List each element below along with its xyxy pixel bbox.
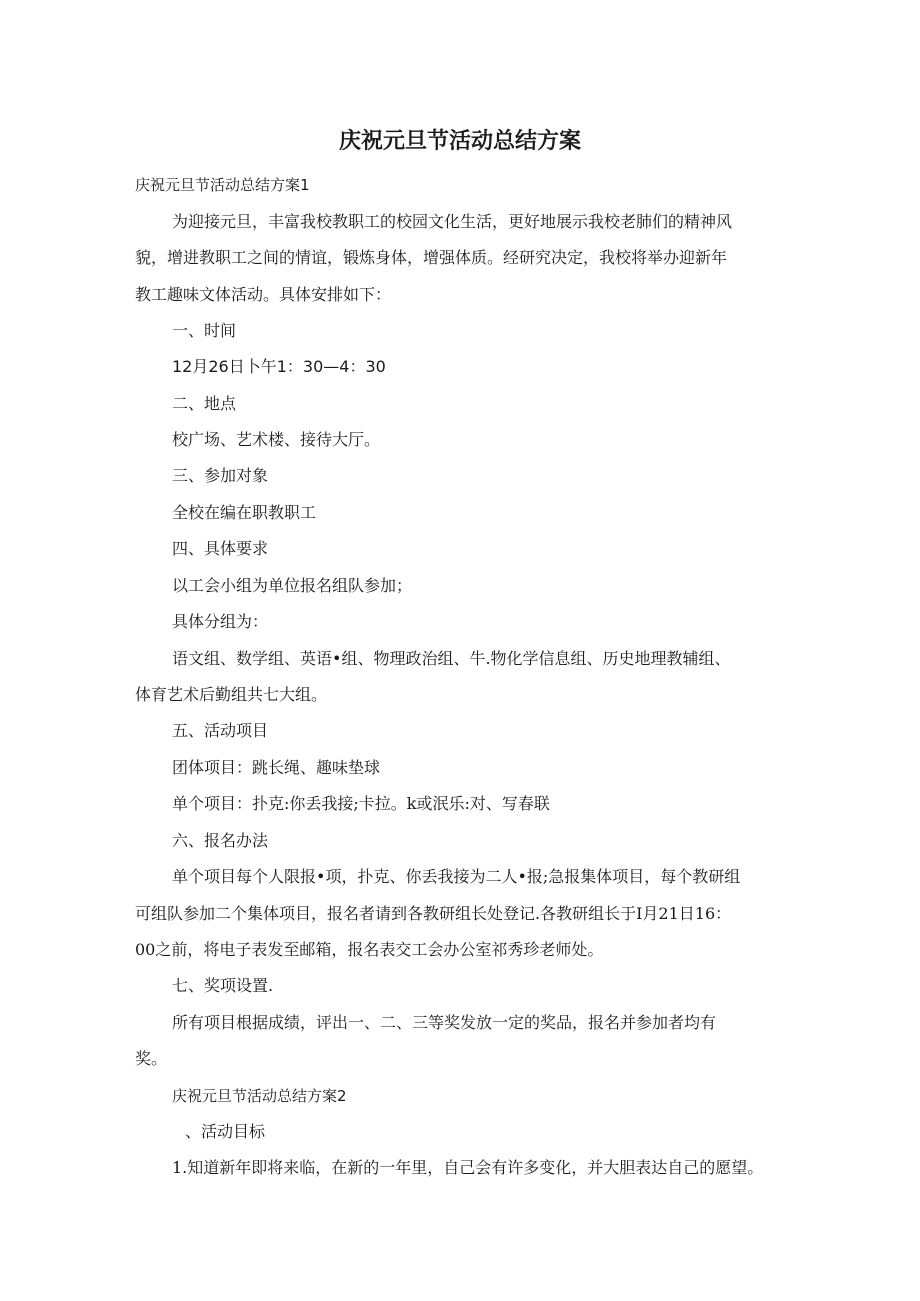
- item-heading: 七、奖项设置.: [172, 976, 274, 995]
- item-heading: 五、活动项目: [172, 721, 269, 740]
- item-heading: 六、报名办法: [172, 831, 269, 850]
- item-text: 所有项目根据成绩，评出一、二、三等奖发放一定的奖品，报名并参加者均有: [172, 1013, 717, 1032]
- item-text: 团体项目：跳长绳、趣味垫球: [172, 758, 381, 777]
- item-heading: 四、具体要求: [172, 539, 269, 558]
- item-text: 12月26日卜午1：30—4：30: [172, 357, 386, 376]
- section-heading-1: 庆祝元旦节活动总结方案1: [135, 176, 310, 194]
- paragraph-line: 教工趣味文体活动。具体安排如下：: [135, 285, 392, 304]
- item-heading: 三、参加对象: [172, 466, 269, 485]
- paragraph-line: 为迎接元旦，丰富我校教职工的校园文化生活，更好地展示我校老肺们的精神风: [172, 212, 733, 231]
- section-heading-2: 庆祝元旦节活动总结方案2: [172, 1087, 347, 1105]
- paragraph-line: 貌，增进教职工之间的情谊，锻炼身体，增强体质。经研究决定，我校将举办迎新年: [135, 248, 728, 267]
- item-text: 奖。: [135, 1049, 168, 1068]
- item-text: 体育艺术后勤组共七大组。: [135, 685, 328, 704]
- item-text: 单个项目每个人限报•项，扑克、你丢我接为二人•报;急报集体项目，每个教研组: [172, 867, 741, 886]
- document-title: 庆祝元旦节活动总结方案: [338, 129, 581, 154]
- item-text: 语文组、数学组、英语•组、物理政治组、牛.物化学信息组、历史地理教辅组、: [172, 649, 731, 668]
- item-heading: 二、地点: [172, 394, 237, 413]
- item-text: 校广场、艺术楼、接待大厅。: [172, 430, 381, 449]
- item-text: 00之前，将电子表发至邮箱，报名表交工会办公室祁秀珍老师处。: [135, 940, 604, 959]
- item-text: 全校在编在职教职工: [172, 503, 317, 522]
- item-text: 1.知道新年即将来临，在新的一年里，自己会有许多变化，并大胆表达自己的愿望。: [172, 1158, 764, 1177]
- item-heading: 一、时间: [172, 321, 237, 340]
- item-text: 具体分组为：: [172, 612, 269, 631]
- item-text: 以工会小组为单位报名组队参加；: [172, 576, 413, 595]
- item-text: 单个项目：扑克:你丢我接;卡拉。k或泯乐:对、写春联: [172, 794, 550, 813]
- item-heading: 、活动目标: [185, 1122, 266, 1141]
- item-text: 可组队参加二个集体项目，报名者请到各教研组长处登记.各教研组长于I月21日16：: [135, 904, 732, 923]
